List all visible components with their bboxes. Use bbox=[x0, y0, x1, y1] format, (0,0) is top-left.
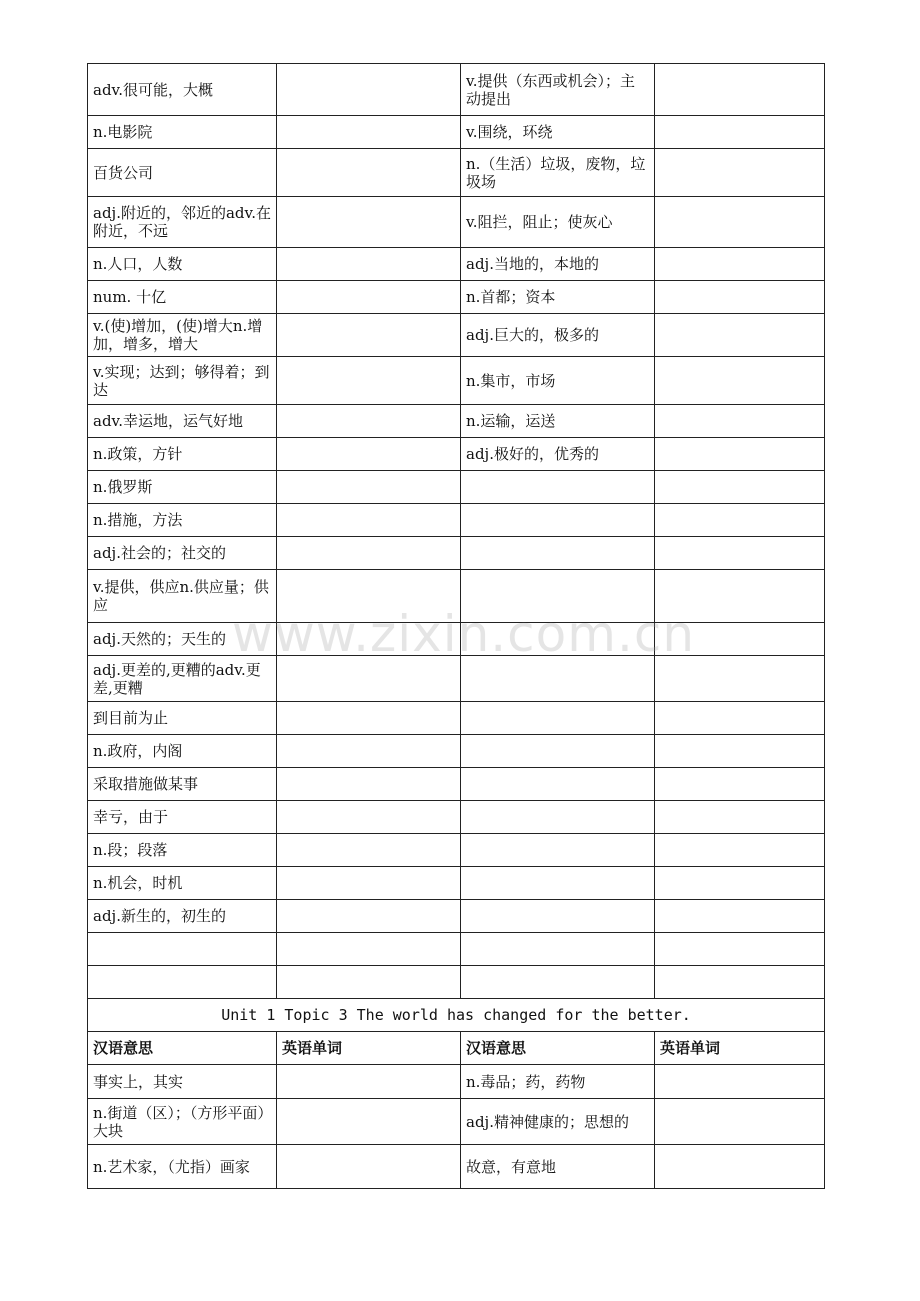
chinese-meaning-cell: v.实现；达到；够得着；到达 bbox=[88, 357, 277, 405]
english-word-input-cell[interactable] bbox=[277, 702, 461, 735]
chinese-meaning-cell: adj.巨大的，极多的 bbox=[461, 314, 655, 357]
table-row bbox=[88, 656, 825, 702]
chinese-meaning-cell bbox=[461, 768, 655, 801]
table-row bbox=[88, 149, 825, 197]
chinese-meaning-cell: v.提供，供应n.供应量；供应 bbox=[88, 570, 277, 623]
english-word-input-cell[interactable] bbox=[277, 801, 461, 834]
table-row bbox=[88, 471, 825, 504]
english-word-input-cell[interactable] bbox=[277, 1145, 461, 1189]
english-word-input-cell[interactable] bbox=[655, 357, 825, 405]
chinese-meaning-cell: 百货公司 bbox=[88, 149, 277, 197]
chinese-meaning-cell: n.俄罗斯 bbox=[88, 471, 277, 504]
english-word-input-cell[interactable] bbox=[655, 314, 825, 357]
table-row bbox=[88, 834, 825, 867]
english-word-input-cell[interactable] bbox=[655, 933, 825, 966]
column-header-row bbox=[88, 1032, 825, 1065]
chinese-meaning-cell: v.(使)增加，(使)增大n.增加，增多，增大 bbox=[88, 314, 277, 357]
english-word-input-cell[interactable] bbox=[655, 768, 825, 801]
chinese-meaning-cell: adj.极好的，优秀的 bbox=[461, 438, 655, 471]
chinese-meaning-cell bbox=[461, 966, 655, 999]
table-row bbox=[88, 735, 825, 768]
table-row bbox=[88, 438, 825, 471]
chinese-meaning-cell: adj.更差的,更糟的adv.更差,更糟 bbox=[88, 656, 277, 702]
chinese-meaning-cell bbox=[461, 867, 655, 900]
chinese-meaning-cell: n.艺术家，（尤指）画家 bbox=[88, 1145, 277, 1189]
english-word-input-cell[interactable] bbox=[655, 966, 825, 999]
chinese-meaning-cell: num. 十亿 bbox=[88, 281, 277, 314]
english-word-input-cell[interactable] bbox=[277, 768, 461, 801]
table-row bbox=[88, 64, 825, 116]
chinese-meaning-cell: n.集市，市场 bbox=[461, 357, 655, 405]
chinese-meaning-cell bbox=[461, 735, 655, 768]
english-word-input-cell[interactable] bbox=[655, 471, 825, 504]
chinese-meaning-cell bbox=[461, 834, 655, 867]
english-word-input-cell[interactable] bbox=[655, 64, 825, 116]
english-word-input-cell[interactable] bbox=[655, 197, 825, 248]
english-word-input-cell[interactable] bbox=[655, 1145, 825, 1189]
table-row bbox=[88, 357, 825, 405]
chinese-meaning-cell: n.机会，时机 bbox=[88, 867, 277, 900]
table-row bbox=[88, 405, 825, 438]
chinese-meaning-cell: adv.幸运地，运气好地 bbox=[88, 405, 277, 438]
table-row bbox=[88, 1065, 825, 1099]
chinese-meaning-cell: 采取措施做某事 bbox=[88, 768, 277, 801]
english-word-input-cell[interactable] bbox=[277, 248, 461, 281]
chinese-meaning-cell bbox=[461, 656, 655, 702]
english-word-input-cell[interactable] bbox=[277, 834, 461, 867]
english-word-input-cell[interactable] bbox=[655, 149, 825, 197]
chinese-meaning-cell bbox=[461, 702, 655, 735]
table-row bbox=[88, 768, 825, 801]
chinese-meaning-cell bbox=[461, 623, 655, 656]
chinese-meaning-cell: adj.当地的，本地的 bbox=[461, 248, 655, 281]
english-word-input-cell[interactable] bbox=[277, 471, 461, 504]
english-word-input-cell[interactable] bbox=[277, 570, 461, 623]
table-row bbox=[88, 702, 825, 735]
chinese-meaning-cell bbox=[461, 471, 655, 504]
english-word-input-cell[interactable] bbox=[655, 900, 825, 933]
vocabulary-table bbox=[87, 63, 825, 1189]
chinese-meaning-cell: v.阻拦，阻止；使灰心 bbox=[461, 197, 655, 248]
english-word-input-cell[interactable] bbox=[277, 504, 461, 537]
english-word-input-cell[interactable] bbox=[277, 116, 461, 149]
table-row bbox=[88, 966, 825, 999]
column-header: 英语单词 bbox=[277, 1032, 461, 1065]
english-word-input-cell[interactable] bbox=[277, 735, 461, 768]
column-header: 汉语意思 bbox=[88, 1032, 277, 1065]
chinese-meaning-cell bbox=[461, 900, 655, 933]
chinese-meaning-cell bbox=[461, 537, 655, 570]
chinese-meaning-cell: adj.精神健康的；思想的 bbox=[461, 1099, 655, 1145]
chinese-meaning-cell: adj.天然的；天生的 bbox=[88, 623, 277, 656]
english-word-input-cell[interactable] bbox=[277, 149, 461, 197]
chinese-meaning-cell: n.段；段落 bbox=[88, 834, 277, 867]
table-row bbox=[88, 281, 825, 314]
english-word-input-cell[interactable] bbox=[277, 314, 461, 357]
chinese-meaning-cell: 故意，有意地 bbox=[461, 1145, 655, 1189]
table-row bbox=[88, 1099, 825, 1145]
chinese-meaning-cell: adj.新生的，初生的 bbox=[88, 900, 277, 933]
chinese-meaning-cell: adv.很可能，大概 bbox=[88, 64, 277, 116]
english-word-input-cell[interactable] bbox=[277, 966, 461, 999]
table-row bbox=[88, 933, 825, 966]
chinese-meaning-cell bbox=[461, 933, 655, 966]
column-header: 英语单词 bbox=[655, 1032, 825, 1065]
chinese-meaning-cell: n.毒品；药，药物 bbox=[461, 1065, 655, 1099]
table-row bbox=[88, 537, 825, 570]
chinese-meaning-cell bbox=[461, 504, 655, 537]
section-title-row bbox=[88, 999, 825, 1032]
chinese-meaning-cell: v.提供（东西或机会）；主动提出 bbox=[461, 64, 655, 116]
chinese-meaning-cell: 幸亏，由于 bbox=[88, 801, 277, 834]
chinese-meaning-cell: n.首都；资本 bbox=[461, 281, 655, 314]
chinese-meaning-cell: n.电影院 bbox=[88, 116, 277, 149]
english-word-input-cell[interactable] bbox=[277, 438, 461, 471]
chinese-meaning-cell: n.街道（区）；（方形平面）大块 bbox=[88, 1099, 277, 1145]
chinese-meaning-cell bbox=[461, 570, 655, 623]
table-row bbox=[88, 116, 825, 149]
chinese-meaning-cell: n.措施，方法 bbox=[88, 504, 277, 537]
english-word-input-cell[interactable] bbox=[277, 1099, 461, 1145]
watermark-text: www.zixin.com.cn bbox=[232, 605, 696, 663]
table-row bbox=[88, 197, 825, 248]
english-word-input-cell[interactable] bbox=[655, 116, 825, 149]
chinese-meaning-cell: adj.社会的；社交的 bbox=[88, 537, 277, 570]
table-row bbox=[88, 504, 825, 537]
english-word-input-cell[interactable] bbox=[277, 281, 461, 314]
english-word-input-cell[interactable] bbox=[277, 623, 461, 656]
chinese-meaning-cell: 到目前为止 bbox=[88, 702, 277, 735]
column-header: 汉语意思 bbox=[461, 1032, 655, 1065]
table-row bbox=[88, 867, 825, 900]
english-word-input-cell[interactable] bbox=[655, 570, 825, 623]
english-word-input-cell[interactable] bbox=[655, 248, 825, 281]
chinese-meaning-cell: adj.附近的，邻近的adv.在附近，不远 bbox=[88, 197, 277, 248]
english-word-input-cell[interactable] bbox=[277, 405, 461, 438]
english-word-input-cell[interactable] bbox=[277, 537, 461, 570]
chinese-meaning-cell: n.运输，运送 bbox=[461, 405, 655, 438]
english-word-input-cell[interactable] bbox=[277, 656, 461, 702]
english-word-input-cell[interactable] bbox=[655, 405, 825, 438]
chinese-meaning-cell: v.围绕，环绕 bbox=[461, 116, 655, 149]
table-row bbox=[88, 900, 825, 933]
english-word-input-cell[interactable] bbox=[655, 1065, 825, 1099]
english-word-input-cell[interactable] bbox=[277, 197, 461, 248]
table-row bbox=[88, 314, 825, 357]
english-word-input-cell[interactable] bbox=[655, 867, 825, 900]
vocabulary-table-body bbox=[88, 64, 825, 1189]
chinese-meaning-cell bbox=[88, 933, 277, 966]
table-row bbox=[88, 801, 825, 834]
section-title: Unit 1 Topic 3 The world has changed for the better. bbox=[88, 999, 825, 1032]
english-word-input-cell[interactable] bbox=[655, 801, 825, 834]
english-word-input-cell[interactable] bbox=[655, 504, 825, 537]
english-word-input-cell[interactable] bbox=[277, 357, 461, 405]
table-row bbox=[88, 1145, 825, 1189]
chinese-meaning-cell bbox=[461, 801, 655, 834]
english-word-input-cell[interactable] bbox=[655, 438, 825, 471]
english-word-input-cell[interactable] bbox=[655, 735, 825, 768]
table-row bbox=[88, 623, 825, 656]
chinese-meaning-cell bbox=[88, 966, 277, 999]
english-word-input-cell[interactable] bbox=[277, 933, 461, 966]
table-row bbox=[88, 248, 825, 281]
english-word-input-cell[interactable] bbox=[655, 702, 825, 735]
english-word-input-cell[interactable] bbox=[655, 537, 825, 570]
english-word-input-cell[interactable] bbox=[277, 64, 461, 116]
chinese-meaning-cell: 事实上，其实 bbox=[88, 1065, 277, 1099]
english-word-input-cell[interactable] bbox=[277, 867, 461, 900]
english-word-input-cell[interactable] bbox=[277, 900, 461, 933]
english-word-input-cell[interactable] bbox=[655, 281, 825, 314]
english-word-input-cell[interactable] bbox=[277, 1065, 461, 1099]
chinese-meaning-cell: n.人口，人数 bbox=[88, 248, 277, 281]
chinese-meaning-cell: n.（生活）垃圾，废物，垃圾场 bbox=[461, 149, 655, 197]
english-word-input-cell[interactable] bbox=[655, 1099, 825, 1145]
chinese-meaning-cell: n.政府，内阁 bbox=[88, 735, 277, 768]
chinese-meaning-cell: n.政策，方针 bbox=[88, 438, 277, 471]
english-word-input-cell[interactable] bbox=[655, 834, 825, 867]
english-word-input-cell[interactable] bbox=[655, 623, 825, 656]
english-word-input-cell[interactable] bbox=[655, 656, 825, 702]
table-row bbox=[88, 570, 825, 623]
